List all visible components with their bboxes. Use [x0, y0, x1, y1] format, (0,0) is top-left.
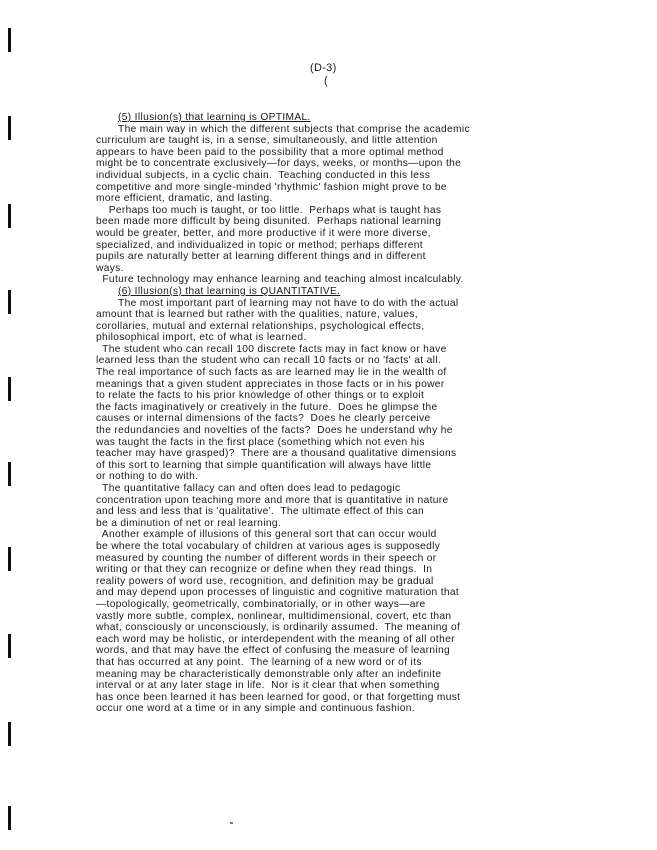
text-line: Perhaps too much is taught, or too little. Perhaps what is taught has — [96, 204, 442, 216]
text-line: The student who can recall 100 discrete facts may in fact know or have — [96, 343, 447, 355]
paragraph — [96, 298, 586, 344]
paragraph — [96, 483, 586, 529]
text-line: Another example of illusions of this general sort that can occur would — [96, 529, 437, 541]
text-line: the facts imaginatively or creatively in the future. Does he glimpse the — [96, 401, 438, 413]
text-line: The quantitative fallacy can and often does lead to pedagogic — [96, 483, 401, 494]
text-line: The main way in which the different subjects that comprise the academic — [118, 123, 470, 135]
margin-mark — [8, 116, 11, 140]
paragraph — [96, 124, 586, 205]
text-line: —topologically, geometrically, combinatorially, or in other ways—are — [96, 598, 426, 610]
margin-mark — [8, 722, 11, 746]
margin-mark — [8, 806, 11, 830]
document-body — [96, 112, 586, 715]
text-line: ways. — [96, 262, 124, 274]
page-number-paren: ( — [324, 75, 328, 87]
text-line: curriculum are taught is, in a sense, simultaneously, and little attention — [96, 135, 438, 147]
text-line: individual subjects, in a cyclic chain. Teaching conducted in this less — [96, 169, 431, 181]
text-line: teacher may have grasped)? There are a thousand qualitative dimensions — [96, 448, 457, 460]
text-line: and may depend upon processes of linguistic and cognitive maturation that — [96, 587, 460, 599]
margin-mark — [8, 290, 11, 314]
margin-mark — [8, 377, 11, 401]
text-line: competitive and more single-minded 'rhythmic' fashion might prove to be — [96, 181, 447, 193]
section-heading-text: (5) Illusion(s) that learning is OPTIMAL. — [118, 112, 311, 123]
text-line: The real importance of such facts as are learned may lie in the wealth of — [96, 367, 447, 379]
text-line: be a diminution of net or real learning. — [96, 517, 282, 529]
text-line: concentration upon teaching more and more that is quantitative in nature — [96, 494, 449, 506]
text-line: was taught the facts in the first place (something which not even his — [96, 436, 425, 448]
text-line: meanings that a given student appreciates in those facts or in his power — [96, 378, 445, 390]
text-line: each word may be holistic, or interdependent with the meaning of all other — [96, 633, 455, 645]
paragraph — [96, 205, 586, 275]
text-line: would be greater, better, and more productive if it were more diverse, — [96, 227, 431, 239]
text-line: measured by counting the number of different words in their speech or — [96, 552, 437, 564]
text-line: the redundancies and novelties of the facts? Does he understand why he — [96, 425, 453, 437]
page-number: (D-3) — [310, 62, 337, 74]
margin-mark — [8, 462, 11, 486]
page-header — [310, 62, 337, 88]
text-line: meaning may be characteristically demonstrable only after an indefinite — [96, 668, 442, 680]
text-line: of this sort to learning that simple quantification will always have little — [96, 459, 432, 471]
paragraph — [96, 274, 586, 286]
paragraph — [96, 529, 586, 715]
text-line: or nothing to do with. — [96, 471, 199, 483]
text-line: been made more difficult by being disunited. Perhaps national learning — [96, 216, 442, 228]
paragraph — [96, 344, 586, 483]
section-heading — [96, 112, 586, 124]
text-line: more efficient, dramatic, and lasting. — [96, 193, 273, 205]
text-line: interval or at any later stage in life. Nor is it clear that when something — [96, 680, 440, 692]
section-heading-text: (6) Illusion(s) that learning is QUANTITATIVE. — [118, 285, 341, 297]
text-line: that has occurred at any point. The learning of a new word or of its — [96, 656, 422, 668]
text-line: amount that is learned but rather with the qualities, nature, values, — [96, 309, 419, 321]
text-line: philosophical import, etc of what is learned. — [96, 332, 307, 344]
text-line: causes or internal dimensions of the facts? Does he clearly perceive — [96, 413, 431, 425]
margin-mark — [8, 547, 11, 571]
text-line: occur one word at a time or in any simple and continuous fashion. — [96, 703, 415, 715]
left-margin-marks — [8, 0, 14, 850]
text-line: The most important part of learning may not have to do with the actual — [118, 297, 459, 309]
text-line: has once been learned it has been learned for good, or that forgetting must — [96, 691, 461, 703]
text-line: vastly more subtle, complex, nonlinear, multidimensional, covert, etc than — [96, 610, 452, 622]
margin-mark — [8, 28, 11, 52]
section-heading — [96, 286, 586, 298]
text-line: learned less than the student who can recall 10 facts or no 'facts' at all. — [96, 355, 442, 367]
scan-speck — [230, 822, 233, 824]
text-line: specialized, and individualized in topic or method; perhaps different — [96, 239, 423, 251]
text-line: corollaries, mutual and external relationships, psychological effects, — [96, 320, 425, 332]
text-line: Future technology may enhance learning and teaching almost incalculably. — [96, 274, 464, 286]
text-line: what, consciously or unconsciously, is ordinarily assumed. The meaning of — [96, 622, 461, 634]
text-line: to relate the facts to his prior knowledge of other things or to exploit — [96, 390, 425, 402]
text-line: words, and that may have the effect of confusing the measure of learning — [96, 645, 451, 657]
text-line: pupils are naturally better at learning different things and in different — [96, 251, 426, 263]
text-line: and less and less that is 'qualitative'. The ultimate effect of this can — [96, 506, 425, 518]
text-line: be where the total vocabulary of children at various ages is supposedly — [96, 540, 441, 552]
text-line: might be to concentrate exclusively—for days, weeks, or months—upon the — [96, 158, 462, 170]
margin-mark — [8, 204, 11, 228]
margin-mark — [8, 634, 11, 658]
text-line: writing or that they can recognize or define when they read things. In — [96, 564, 433, 576]
text-line: appears to have been paid to the possibility that a more optimal method — [96, 146, 444, 158]
text-line: reality powers of word use, recognition, and definition may be gradual — [96, 575, 434, 587]
